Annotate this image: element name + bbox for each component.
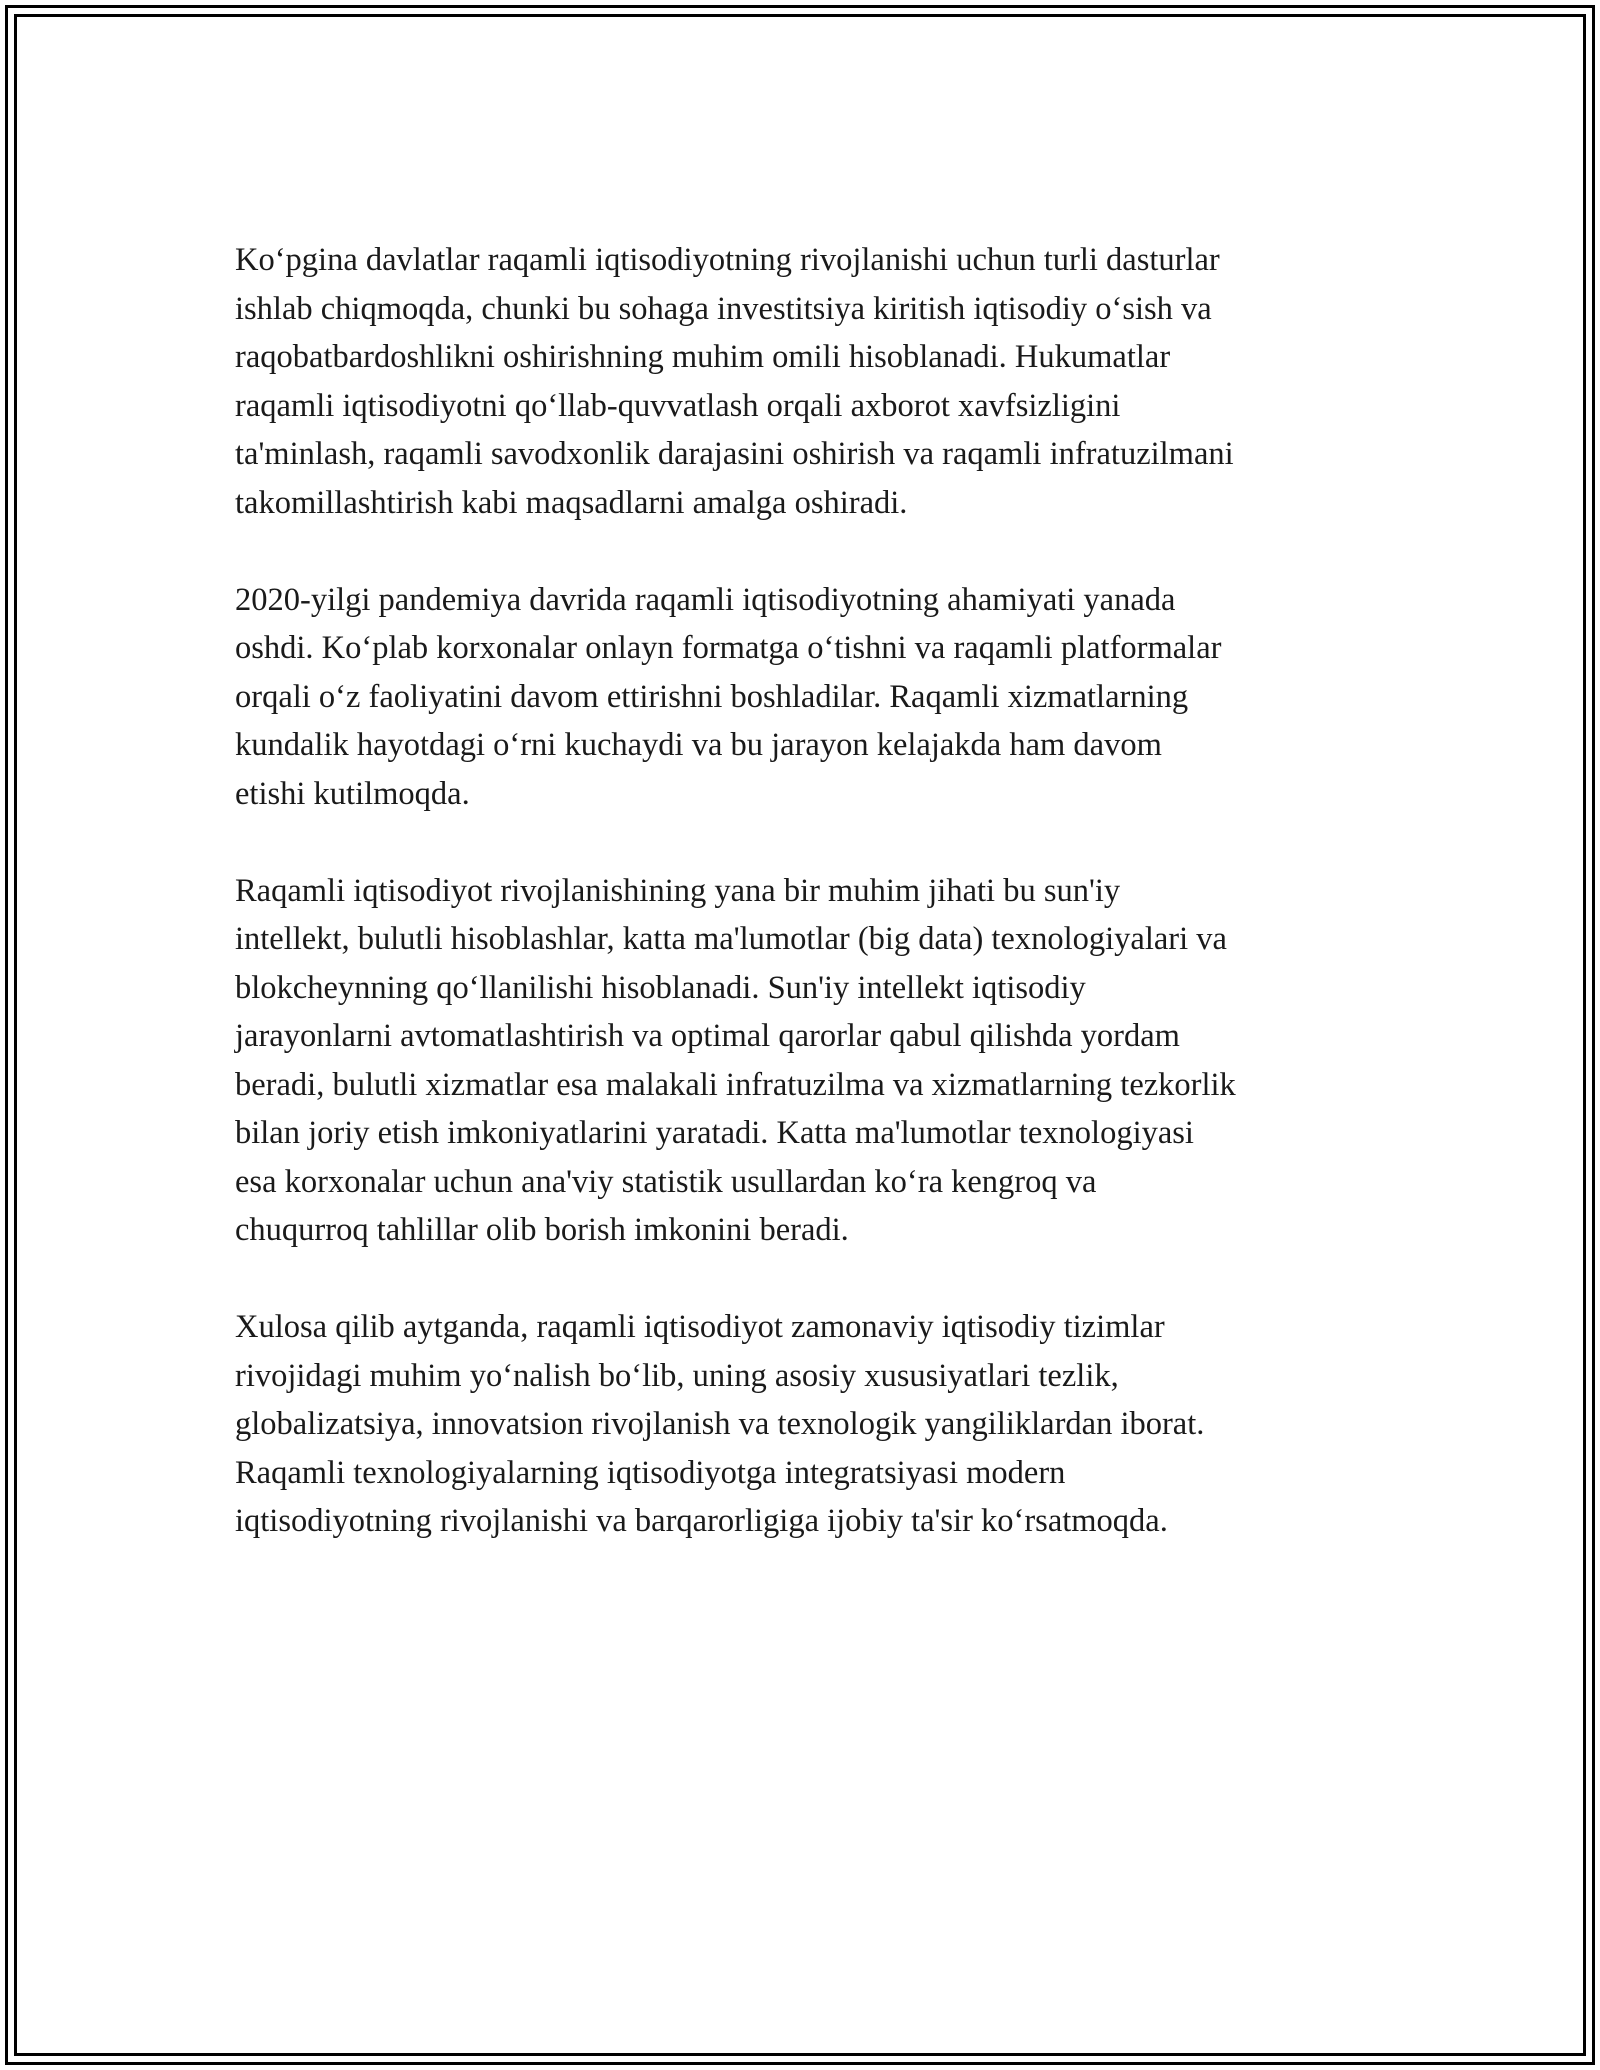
paragraph-3 bbox=[235, 867, 1385, 1255]
text-line: 2020-yilgi pandemiya davrida raqamli iqtisodiyotning ahamiyati yanada bbox=[235, 581, 1176, 618]
paragraph-4 bbox=[235, 1303, 1385, 1546]
text-line: raqobatbardoshlikni oshirishning muhim omili hisoblanadi. Hukumatlar bbox=[235, 339, 1171, 375]
paragraph-2 bbox=[235, 576, 1385, 819]
text-line: rivojidagi muhim yo‘nalish bo‘lib, uning asosiy xususiyatlari tezlik, bbox=[235, 1357, 1119, 1394]
text-line: ta'minlash, raqamli savodxonlik darajasini oshirish va raqamli infratuzilmani bbox=[235, 436, 1234, 472]
paragraph-1 bbox=[235, 236, 1385, 527]
text-line: orqali o‘z faoliyatini davom ettirishni boshladilar. Raqamli xizmatlarning bbox=[235, 678, 1189, 715]
text-line: ishlab chiqmoqda, chunki bu sohaga investitsiya kiritish iqtisodiy o‘sish va bbox=[235, 290, 1212, 327]
text-line: beradi, bulutli xizmatlar esa malakali infratuzilma va xizmatlarning tezkorlik bbox=[235, 1066, 1236, 1103]
document-body bbox=[235, 236, 1385, 1594]
text-line: etishi kutilmoqda. bbox=[235, 775, 470, 812]
text-line: esa korxonalar uchun ana'viy statistik usullardan ko‘ra kengroq va bbox=[235, 1163, 1097, 1200]
text-line: iqtisodiyotning rivojlanishi va barqarorligiga ijobiy ta'sir ko‘rsatmoqda. bbox=[235, 1503, 1168, 1539]
text-line: globalizatsiya, innovatsion rivojlanish va texnologik yangiliklardan iborat. bbox=[235, 1406, 1205, 1442]
text-line: Raqamli iqtisodiyot rivojlanishining yana bir muhim jihati bu sun'iy bbox=[235, 872, 1121, 909]
text-line: chuqurroq tahlillar olib borish imkonini beradi. bbox=[235, 1212, 849, 1248]
text-line: takomillashtirish kabi maqsadlarni amalga oshiradi. bbox=[235, 484, 908, 521]
text-line: raqamli iqtisodiyotni qo‘llab-quvvatlash orqali axborot xavfsizligini bbox=[235, 387, 1121, 424]
text-line: intellekt, bulutli hisoblashlar, katta ma'lumotlar (big data) texnologiyalari va bbox=[235, 921, 1227, 957]
text-line: jarayonlarni avtomatlashtirish va optimal qarorlar qabul qilishda yordam bbox=[235, 1018, 1180, 1054]
text-line: Raqamli texnologiyalarning iqtisodiyotga integratsiyasi modern bbox=[235, 1454, 1066, 1491]
text-line: Xulosa qilib aytganda, raqamli iqtisodiyot zamonaviy iqtisodiy tizimlar bbox=[235, 1309, 1165, 1345]
text-line: bilan joriy etish imkoniyatlarini yaratadi. Katta ma'lumotlar texnologiyasi bbox=[235, 1115, 1194, 1151]
text-line: blokcheynning qo‘llanilishi hisoblanadi. Sun'iy intellekt iqtisodiy bbox=[235, 969, 1086, 1006]
text-line: kundalik hayotdagi o‘rni kuchaydi va bu jarayon kelajakda ham davom bbox=[235, 727, 1162, 763]
text-line: Ko‘pgina davlatlar raqamli iqtisodiyotning rivojlanishi uchun turli dasturlar bbox=[235, 242, 1220, 278]
text-line: oshdi. Ko‘plab korxonalar onlayn formatga o‘tishni va raqamli platformalar bbox=[235, 630, 1222, 666]
